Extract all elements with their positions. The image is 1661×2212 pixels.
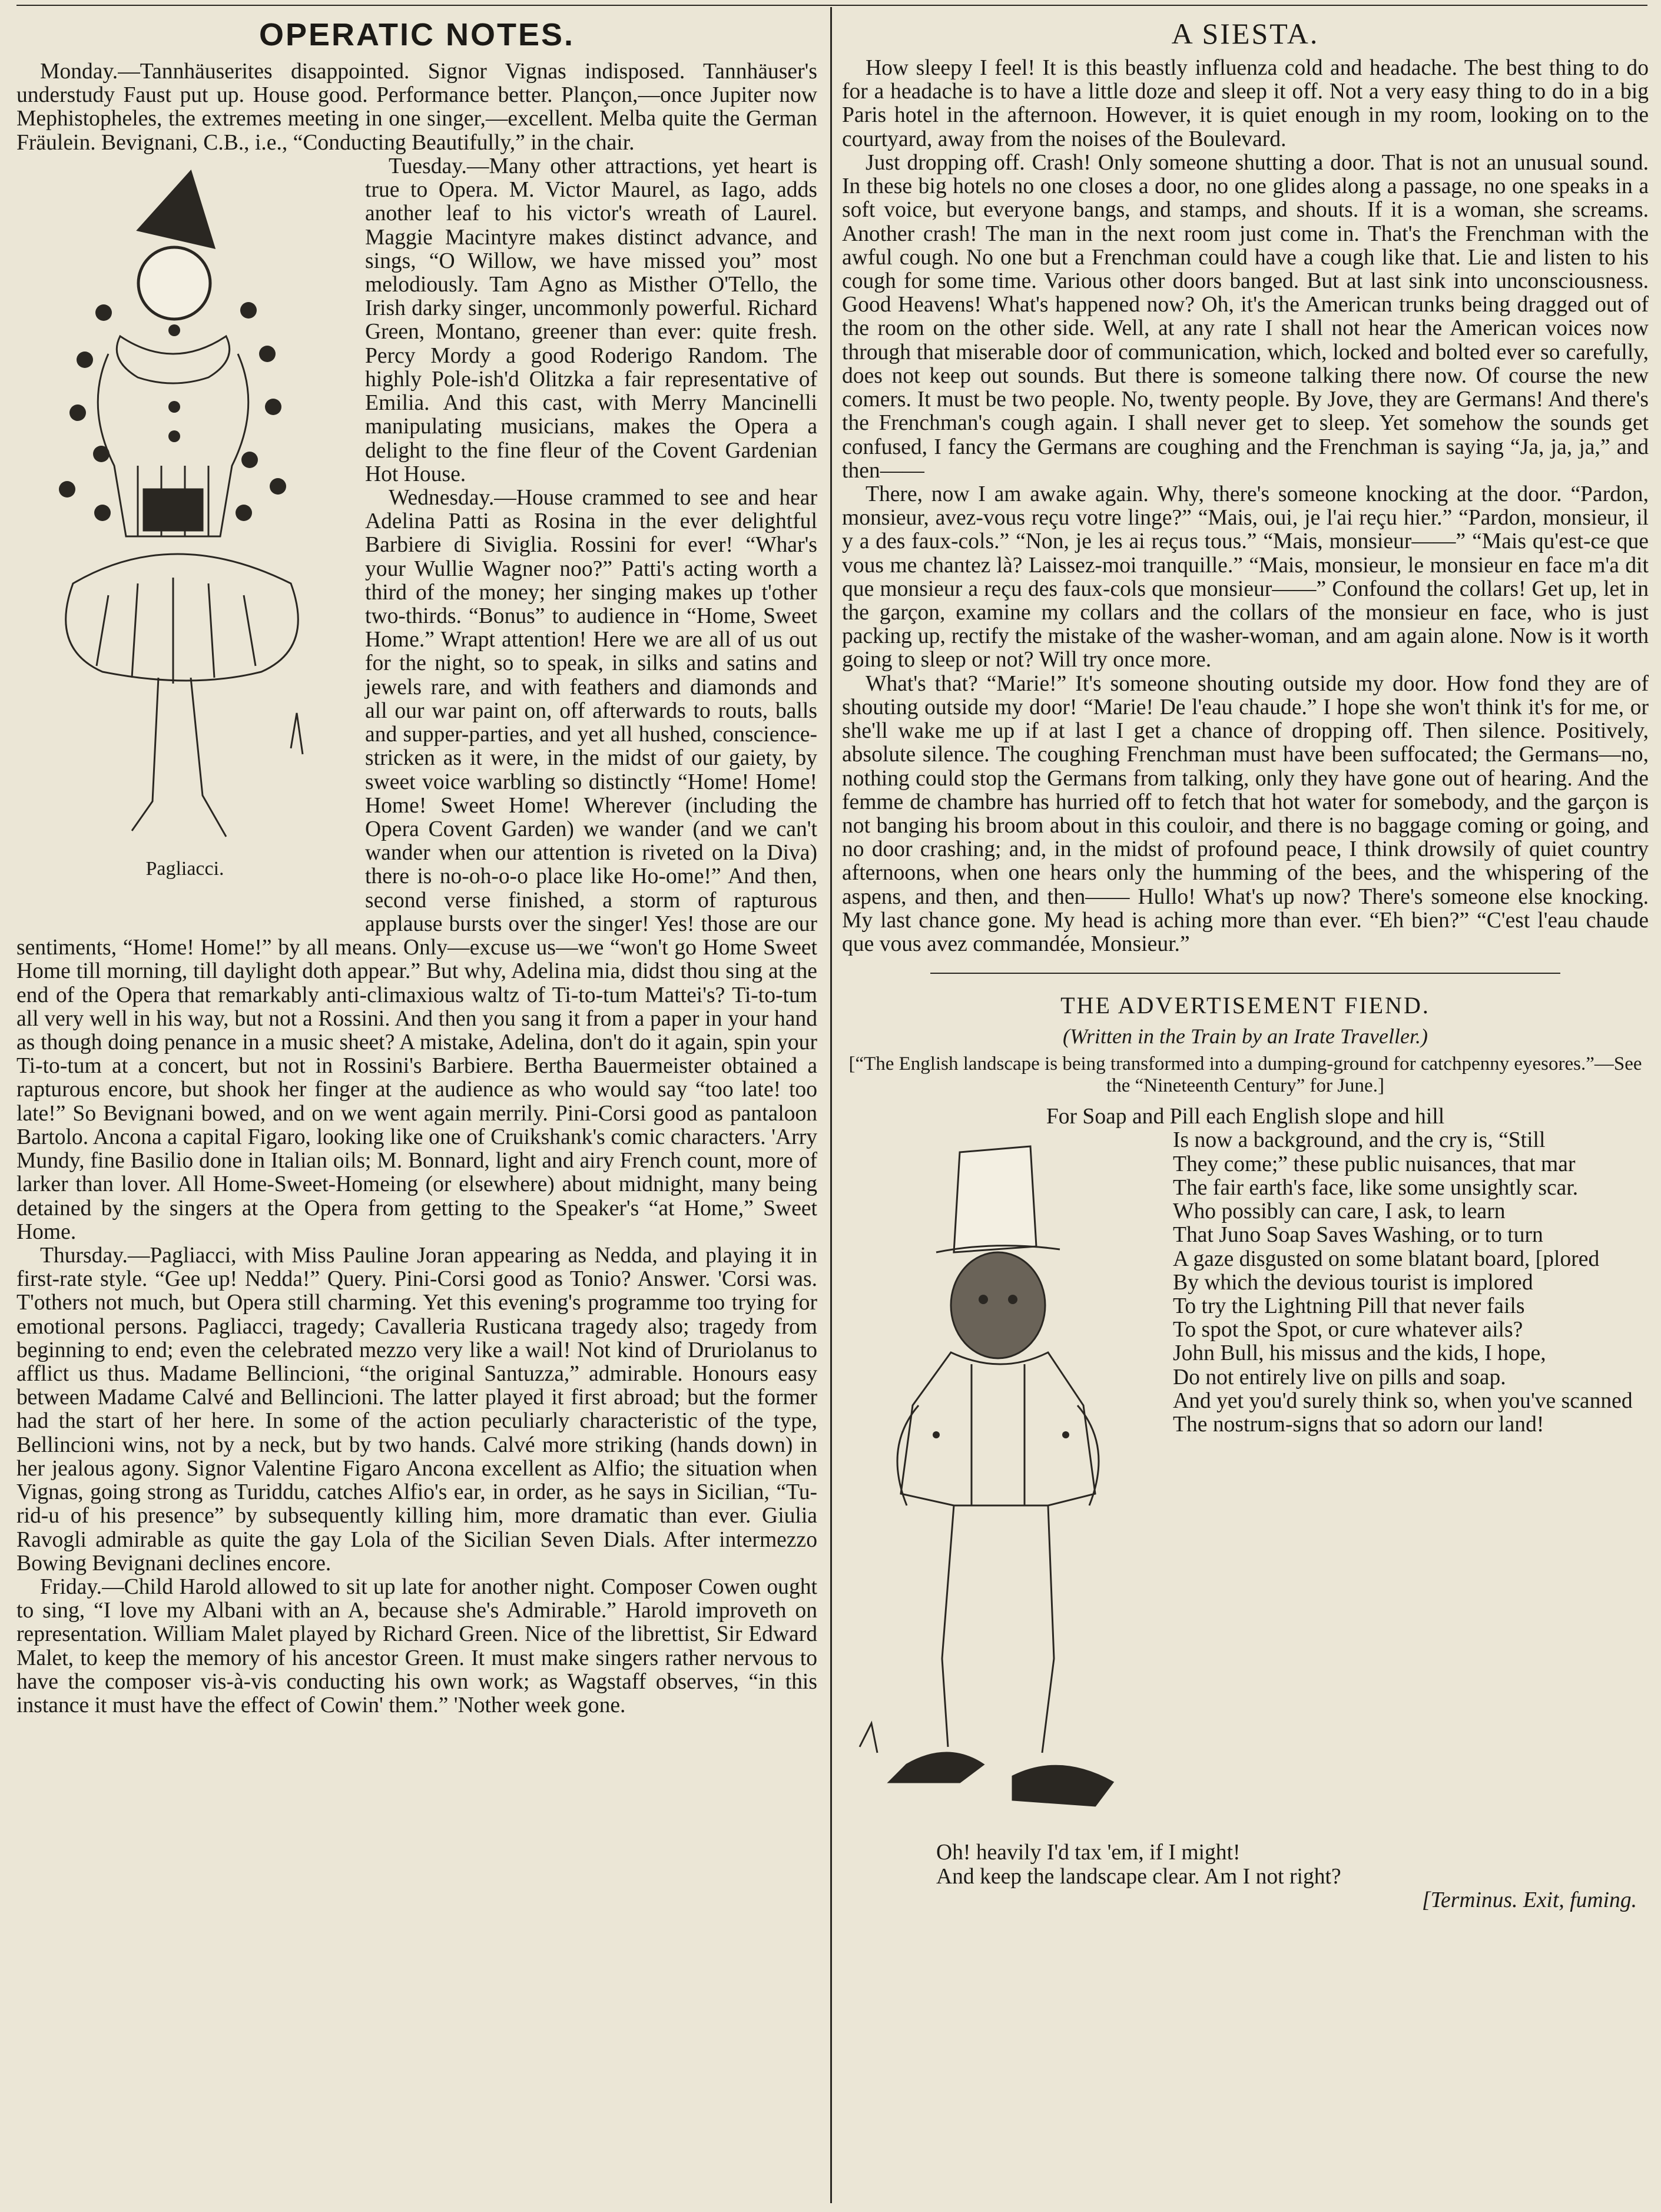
monday-paragraph: Monday.—Tannhäuserites disappointed. Signor Vignas indisposed. Tannhäuser's understudy Faust put up. House good. Performance better. Plançon,—once Jupiter now Mephistopheles, the extremes meeting in one singer,—excellent. Melba quite the German Fräulein. Bevignani, C.B., i.e., “Conducting Beautifully,” in the chair. [16, 59, 817, 155]
verse-line: They come;” these public nuisances, that mar [1173, 1152, 1576, 1176]
siesta-paragraph-3: There, now I am awake again. Why, there's someone knocking at the door. “Pardon, monsieur, avez-vous reçu votre linge?” “Mais, oui, je l'ai reçu hier.” “Pardon, monsieur, il y a des faux-cols.” “Non, je les ai reçus tous.” “Mais, monsieur——” “Mais qu'est-ce que vous me chantez là? Laissez-moi tranquille.” “Mais, monsieur, le monsieur en face m'a dit que monsieur a reçu des faux-cols que monsieur——” Confound the collars! Get up, let in the garçon, examine my collars and the collars of the monsieur en face, who is just packing up, rectify the mistake of the washer-woman, and am again alone. Now is it worth going to sleep or not? Will try once more. [842, 482, 1649, 672]
verse-line: That Juno Soap Saves Washing, or to turn [1173, 1223, 1543, 1248]
wednesday-paragraph: Wednesday.—House crammed to see and hear Adelina Patti as Rosina in the ever delightful Barbiere di Siviglia. Rossini for ever! “Whar's your Wullie Wagner noo?” Patti's acting worth a third of the money; her singing makes up t'other two-thirds. “Bonus” to audience in “Home, Sweet Home.” Wrapt attention! Here we are all of us out for the night, so to speak, in silks and satins and jewels rare, and with feathers and diamonds and all our war paint on, off afterwards to routs, balls and supper-parties, and yet all hushed, conscience-stricken as it were, in the midst of our gaiety, by sweet voice warbling so distinctly “Home! Home! Home! Sweet Home! Wherever (including the Opera Covent Garden) we wander (and we can't wander when our attention is riveted on la Diva) there is no-oh-o-o place like Ho-ome!” And then, second verse finished, a storm of rapturous applause bursts over the singer! Yes! those are our sentiments, “Home! Home!” by all means. Only—excuse us—we “won't go Home Sweet Home till morning, till daylight doth appear.” But why, Adelina mia, didst thou sing at the end of the Opera that remarkably anti-climaxious waltz of Ti-to-tum Mattei's? Ti-to-tum all very well in his way, but not a Rossini. And then you sang it from a paper in your hand as though doing penance in a music sheet? A mistake, Adelina, don't do it again, spin your Ti-to-tum at a concert, but not in Rossini's Barbiere. Bertha Bauermeister obtained a rapturous encore, but shook her finger at the audience as who would say “too late! too late!” So Bevignani bowed, and on we went again merrily. Pini-Corsi good as pantaloon Bartolo. Ancona a capital Figaro, looking like one of Cruikshank's comic characters. 'Arry Mundy, fine Basilio done in Italian oils; M. Bonnard, light and airy French count, more of larker than lover. All Home-Sweet-Homeing (or elsewhere) about midnight, many being detained by the singers at the Opera from getting to the Speaker's “at Home,” Sweet Home. [16, 485, 817, 1244]
siesta-column [842, 16, 1649, 1912]
operatic-notes-column [16, 16, 817, 1717]
verse-line: By which the devious tourist is implored [1173, 1270, 1533, 1295]
verse-line: John Bull, his missus and the kids, I hope, [1173, 1341, 1546, 1366]
top-rule [16, 5, 1647, 6]
figure-caption: Pagliacci. [145, 857, 224, 880]
verse-closing-line: Oh! heavily I'd tax 'em, if I might! [936, 1840, 1241, 1865]
tuesday-paragraph: Tuesday.—Many other attractions, yet heart is true to Opera. M. Victor Maurel, as Iago, adds another leaf to his victor's wreath of Laurel. Maggie Macintyre makes distinct advance, and sings, “O Willow, we have missed you” most melodiously. Tam Agno as Misther O'Tello, the Irish darky singer, uncommonly powerful. Richard Green, Montano, greener than ever: quite fresh. Percy Mordy a good Roderigo Random. The highly Pole-ish'd Olitzka a fair representative of Emilia. And this cast, with Merry Mancinelli manipulating musicians, makes the Opera a delight to the fine fleur of the Covent Gardenian Hot House. [365, 154, 817, 486]
top-hat-man-figure-icon [836, 1129, 1166, 1841]
thursday-paragraph: Thursday.—Pagliacci, with Miss Pauline Joran appearing as Nedda, and playing it in first-rate style. “Gee up! Nedda!” Query. Pini-Corsi good as Tonio? Answer. 'Corsi was. T'others not much, but Opera still charming. Yet this evening's programme too trying for emotional persons. Pagliacci, tragedy; Cavalleria Rusticana tragedy also; tragedy from beginning to end; even the celebrated mezzo very like a wail! Not kind of Druriolanus to afflict us thus. Madame Bellincioni, “the original Santuzza,” admirable. Honours easy between Madame Calvé and Bellincioni. The latter played it first abroad; but the former had the start of her here. In some of the action peculiarly characteristic of the type, Bellincioni wins, not by a neck, but by two hands. Calvé more striking (hands down) in her jealous agony. Signor Valentine Figaro Ancona excellent as Alfio; the situation when Vignas, going strong as Turiddu, catches Alfio's ear, in order, as he says in Sicilian, “Tu-rid-u of his presence” by subsequently killing him, more dramatic than ever. Giulia Ravogli admirable as quite the gay Lola of the Sicilian Seven Dials. After intermezzo Bowing Bevignani declines encore. [16, 1243, 817, 1576]
verse-line: Is now a background, and the cry is, “Still [1173, 1128, 1546, 1153]
siesta-paragraph-4: What's that? “Marie!” It's someone shouting outside my door. How fond they are of shouting outside my door! “Marie! De l'eau chaude.” I hope she won't think it's for me, or she'll wake me up if at last I get a chance of dropping off. Then silence. Positively, absolute silence. The coughing Frenchman must have been suffocated; the Germans—no, nothing could stop the Germans from talking, only they have gone out of hearing. And the femme de chambre has hurried off to fetch that hot water for somebody, and the garçon is not banging his broom about in this couloir, and there is no baggage coming or going, and no door crashing; and, in the midst of profound peace, I think drowsily of quiet country afternoons, when one hears only the humming of the bees, and the whispering of the aspens, and then, and then—— Hullo! What's up now? There's someone else knocking. My last chance gone. My head is aching more than ever. “Eh bien?” “C'est l'eau chaude que vous avez commandée, Monsieur.” [842, 671, 1649, 957]
friday-paragraph: Friday.—Child Harold allowed to sit up late for another night. Composer Cowen ought to sing, “I love my Albani with an A, because she's Admirable.” Harold improveth on representation. William Malet played by Richard Green. Nice of the librettist, Sir Edward Malet, to keep the memory of his ancestor Green. It must make singers rather nervous to have the composer vis-à-vis conducting his own work; as Wagstaff observes, “in this instance it must have the effect of Cowin' them.” 'Nother week gone. [16, 1575, 817, 1718]
verse-line: The nostrum-signs that so adorn our land! [1173, 1412, 1544, 1437]
column-divider [830, 7, 832, 2203]
advert-title: THE ADVERTISEMENT FIEND. [1060, 992, 1430, 1019]
advert-subtitle: (Written in the Train by an Irate Traveller.) [1063, 1024, 1428, 1049]
section-separator [842, 956, 1649, 991]
verse-line: The fair earth's face, like some unsightly scar. [1173, 1175, 1579, 1200]
siesta-paragraph-2: Just dropping off. Crash! Only someone shutting a door. That is not an unusual sound. In these big hotels no one closes a door, no one glides along a passage, no one speaks in a soft voice, but everyone bangs, and stamps, and shouts. If it is a woman, she screams. Another crash! The man in the next room just come in. That's the Frenchman with the awful cough. No one but a Frenchman could have a cough like that. Lie and listen to his cough for some time. Various other doors banged. But at last sink into unconsciousness. Good Heavens! What's happened now? Oh, it's the American trunks being dragged out of the room on the other side. Well, at any rate I shall not hear the American voices now through that miserable door of communication, which, locked and bolted ever so carefully, does not keep out sounds. But there is someone talking there now. Of course the new comers. It must be two people. No, twenty people. By Jove, they are Germans! And there's the Frenchman's cough again. I shall never get to sleep. Yet somehow the sounds get confused, I fancy the Germans are coughing and the Frenchman is saying “Ja, ja, ja,” and then—— [842, 150, 1649, 483]
verse-line: Do not entirely live on pills and soap. [1173, 1365, 1506, 1389]
verse-line: And yet you'd surely think so, when you've scanned [1173, 1388, 1633, 1413]
siesta-title: A SIESTA. [1171, 17, 1319, 50]
verse-signoff: [Terminus. Exit, fuming. [1421, 1888, 1637, 1912]
pierrot-figure-icon [14, 160, 356, 872]
verse-first-line: For Soap and Pill each English slope and hill [1046, 1105, 1445, 1129]
advert-verse-area [842, 1105, 1649, 1912]
verse-line: A gaze disgusted on some blatant board, [plored [1173, 1246, 1600, 1271]
verse-line: To spot the Spot, or cure whatever ails? [1173, 1318, 1523, 1342]
advert-quote: [“The English landscape is being transformed into a dumping-ground for catchpenny eyesores.”—See the “Nineteenth Century” for June.] [848, 1053, 1642, 1097]
advert-fiend-illustration [836, 1129, 1166, 1841]
operatic-notes-title: OPERATIC NOTES. [258, 17, 575, 52]
verse-line: To try the Lightning Pill that never fails [1173, 1294, 1525, 1318]
verse-closing-line: And keep the landscape clear. Am I not right? [936, 1864, 1341, 1889]
verse-line: Who possibly can care, I ask, to learn [1173, 1199, 1506, 1224]
pagliacci-illustration [14, 160, 356, 913]
siesta-paragraph-1: How sleepy I feel! It is this beastly influenza cold and headache. The best thing to do for a headache is to have a little doze and sleep it off. Not a very easy thing to do in a big Paris hotel in the afternoon. However, it is quiet enough in my room, looking on to the courtyard, away from the noises of the Boulevard. [842, 56, 1649, 151]
